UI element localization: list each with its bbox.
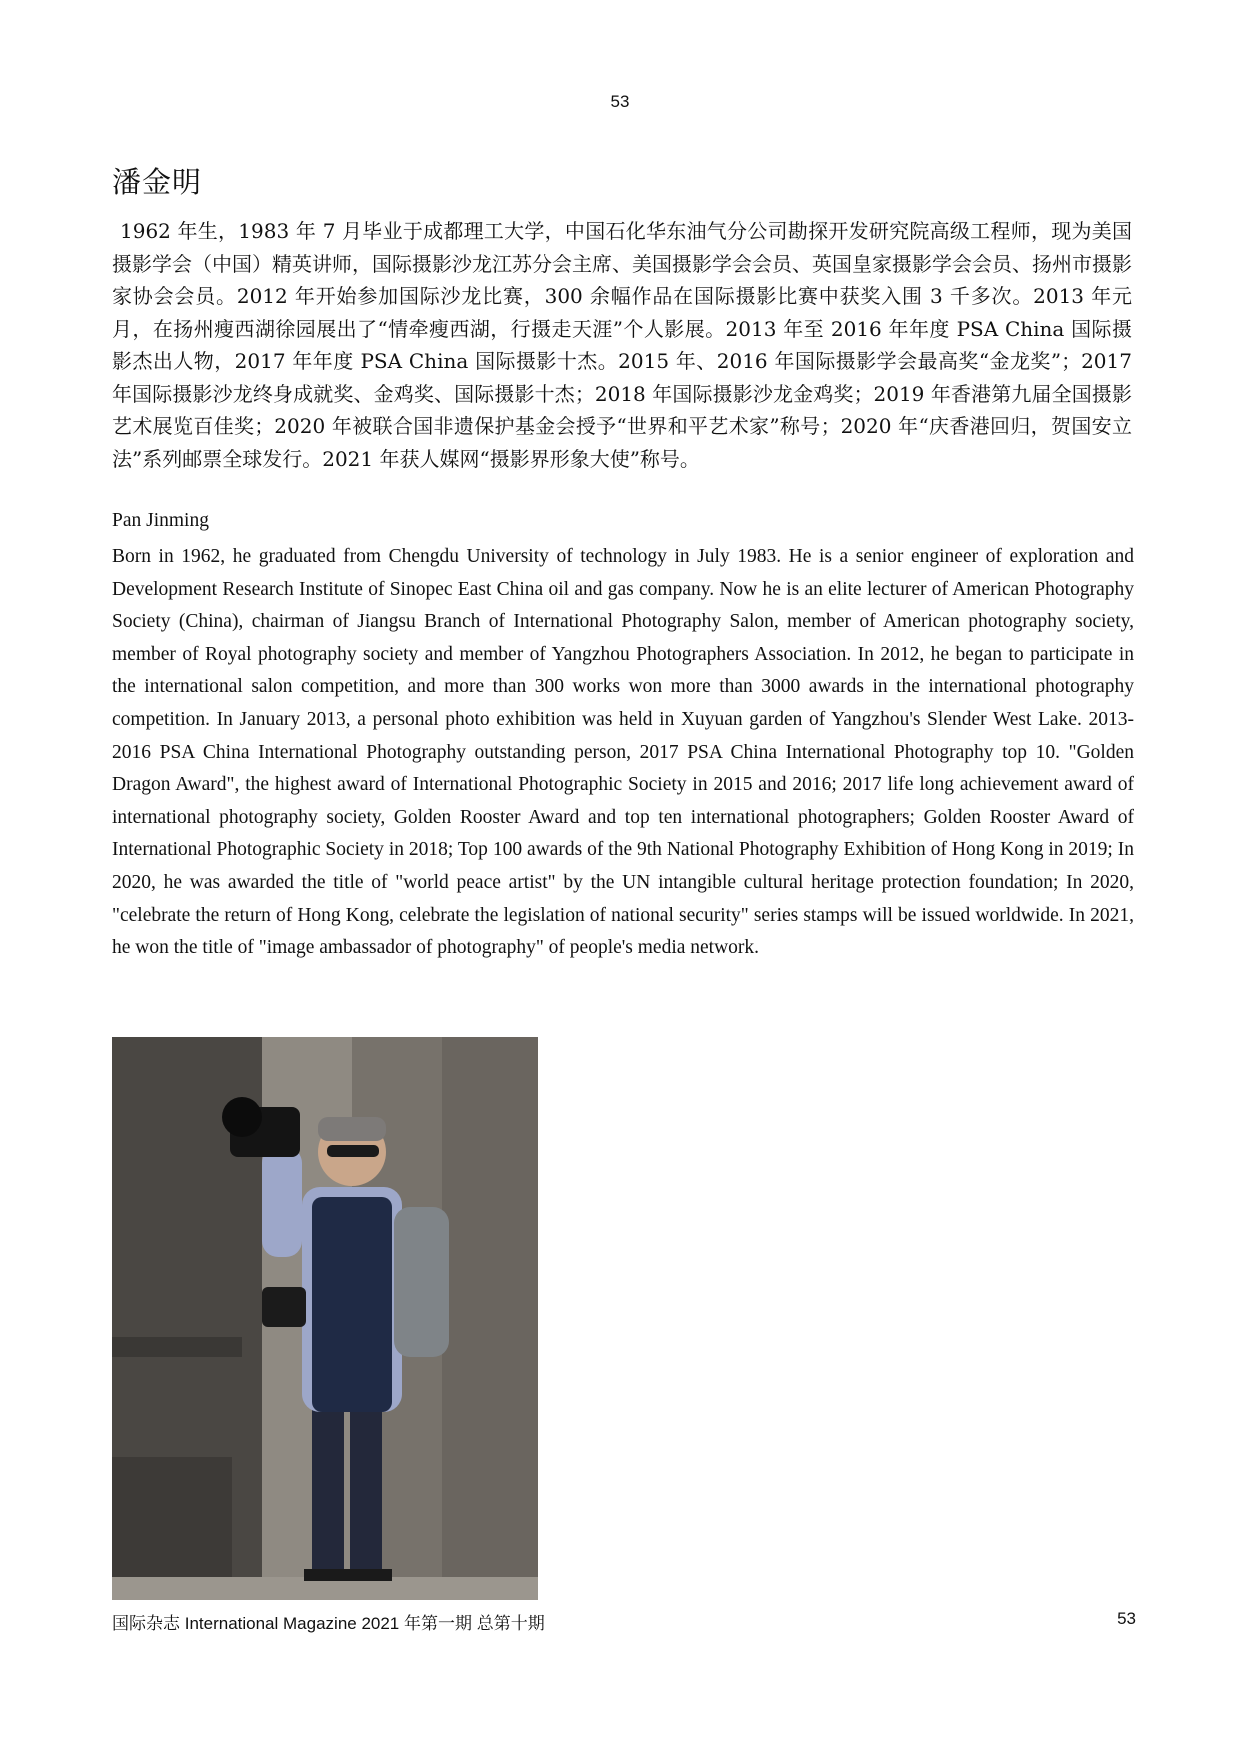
portrait-photo — [112, 1037, 538, 1600]
article-title: 潘金明 — [112, 165, 203, 199]
english-biography: Born in 1962, he graduated from Chengdu University of technology in July 1983. He is a senior engineer of exploration and Development Research Institute of Sinopec East China oil and gas company. Now he is an elite lecturer of American Photography Society (China), chairman of Jiangsu Branch of International Photography Salon, member of American photography society, member of Royal photography society and member of Yangzhou Photographers Association. In 2012, he began to participate in the international salon competition, and more than 300 works won more than 3000 awards in the international photography competition. In January 2013, a personal photo exhibition was held in Xuyuan garden of Yangzhou's Slender West Lake. 2013-2016 PSA China International Photography outstanding person, 2017 PSA China International Photography top 10. "Golden Dragon Award", the highest award of International Photographic Society in 2015 and 2016; 2017 life long achievement award of international photography society, Golden Rooster Award and top ten international photographers; Golden Rooster Award of International Photographic Society in 2018; Top 100 awards of the 9th National Photography Exhibition of Hong Kong in 2019; In 2020, he was awarded the title of "world peace artist" by the UN intangible cultural heritage protection foundation; In 2020, "celebrate the return of Hong Kong, celebrate the legislation of national security" series stamps will be issued worldwide. In 2021, he won the title of "image ambassador of photography" of people's media network. — [112, 546, 1134, 959]
footer-publication: 国际杂志 International Magazine 2021 年第一期 总第十期 — [112, 1614, 545, 1633]
footer-page-number: 53 — [1117, 1609, 1136, 1628]
header-page-number: 53 — [610, 92, 630, 111]
english-name: Pan Jinming — [112, 510, 209, 531]
portrait-photo-icon — [112, 1037, 538, 1600]
chinese-biography: 1962 年生，1983 年 7 月毕业于成都理工大学，中国石化华东油气分公司勘探开发研究院高级工程师，现为美国摄影学会（中国）精英讲师，国际摄影沙龙江苏分会主席、美国摄影学会会员、英国皇家摄影学会会员、扬州市摄影家协会会员。2012 年开始参加国际沙龙比赛，300 余幅作品在国际摄影比赛中获奖入围 3 千多次。2013 年元月，在扬州瘦西湖徐园展出了“情牵瘦西湖，行摄走天涯”个人影展。2013 年至 2016 年年度 PSA China 国际摄影杰出人物，2017 年年度 PSA China 国际摄影十杰。2015 年、2016 年国际摄影学会最高奖“金龙奖”；2017 年国际摄影沙龙终身成就奖、金鸡奖、国际摄影十杰；2018 年国际摄影沙龙金鸡奖；2019 年香港第九届全国摄影艺术展览百佳奖；2020 年被联合国非遗保护基金会授予“世界和平艺术家”称号；2020 年“庆香港回归，贺国安立法”系列邮票全球发行。2021 年获人媒网“摄影界形象大使”称号。 — [112, 219, 1132, 471]
